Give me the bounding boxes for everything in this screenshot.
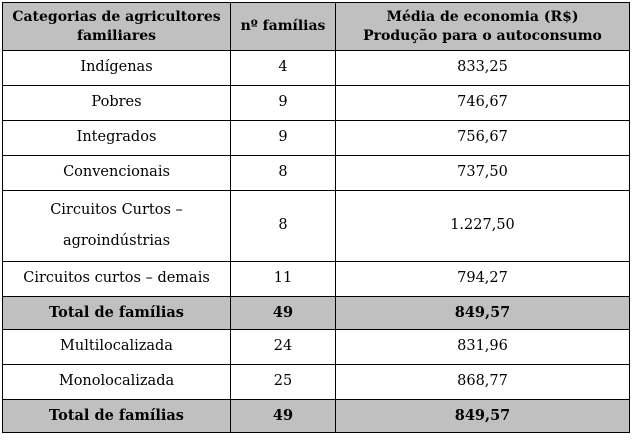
cell-mean: 1.227,50 bbox=[336, 191, 630, 262]
cell-category bbox=[3, 191, 231, 262]
cell-category: Convencionais bbox=[3, 156, 231, 191]
cell-category: Multilocalizada bbox=[3, 330, 231, 365]
cell-families: 8 bbox=[231, 191, 336, 262]
header-mean-line2: Produção para o autoconsumo bbox=[363, 27, 602, 44]
cell-families: 9 bbox=[231, 86, 336, 121]
cell-mean: 831,96 bbox=[336, 330, 630, 365]
cell-families: 49 bbox=[231, 297, 336, 330]
cell-category: Total de famílias bbox=[3, 400, 231, 433]
cell-category: Integrados bbox=[3, 121, 231, 156]
cell-families: 11 bbox=[231, 262, 336, 297]
cell-mean: 849,57 bbox=[336, 400, 630, 433]
cell-families: 24 bbox=[231, 330, 336, 365]
table-row bbox=[3, 121, 630, 156]
cell-category-line2: agroindústrias bbox=[62, 233, 171, 249]
cell-mean: 849,57 bbox=[336, 297, 630, 330]
cell-category-line1: Circuitos Curtos – bbox=[50, 201, 183, 218]
cell-families: 25 bbox=[231, 365, 336, 400]
header-families: nº famílias bbox=[231, 3, 336, 51]
table-row bbox=[3, 156, 630, 191]
cell-families: 49 bbox=[231, 400, 336, 433]
cell-families: 9 bbox=[231, 121, 336, 156]
cell-mean: 746,67 bbox=[336, 86, 630, 121]
table-row bbox=[3, 365, 630, 400]
header-mean-line1: Média de economia (R$) bbox=[386, 9, 579, 26]
cell-category: Circuitos curtos – demais bbox=[3, 262, 231, 297]
cell-families: 4 bbox=[231, 51, 336, 86]
cell-mean: 794,27 bbox=[336, 262, 630, 297]
table-row bbox=[3, 262, 630, 297]
header-mean-economy bbox=[336, 3, 630, 51]
total-row bbox=[3, 400, 630, 433]
cell-families: 8 bbox=[231, 156, 336, 191]
cell-category: Monolocalizada bbox=[3, 365, 231, 400]
table-header-row bbox=[3, 3, 630, 51]
table-row bbox=[3, 330, 630, 365]
table-row bbox=[3, 51, 630, 86]
economy-table bbox=[2, 2, 630, 433]
header-category: Categorias de agricultores familiares bbox=[3, 3, 231, 51]
cell-mean: 868,77 bbox=[336, 365, 630, 400]
total-row bbox=[3, 297, 630, 330]
table-row bbox=[3, 86, 630, 121]
cell-category: Indígenas bbox=[3, 51, 231, 86]
cell-category: Total de famílias bbox=[3, 297, 231, 330]
cell-mean: 756,67 bbox=[336, 121, 630, 156]
table-row bbox=[3, 191, 630, 262]
cell-category: Pobres bbox=[3, 86, 231, 121]
cell-mean: 833,25 bbox=[336, 51, 630, 86]
cell-mean: 737,50 bbox=[336, 156, 630, 191]
